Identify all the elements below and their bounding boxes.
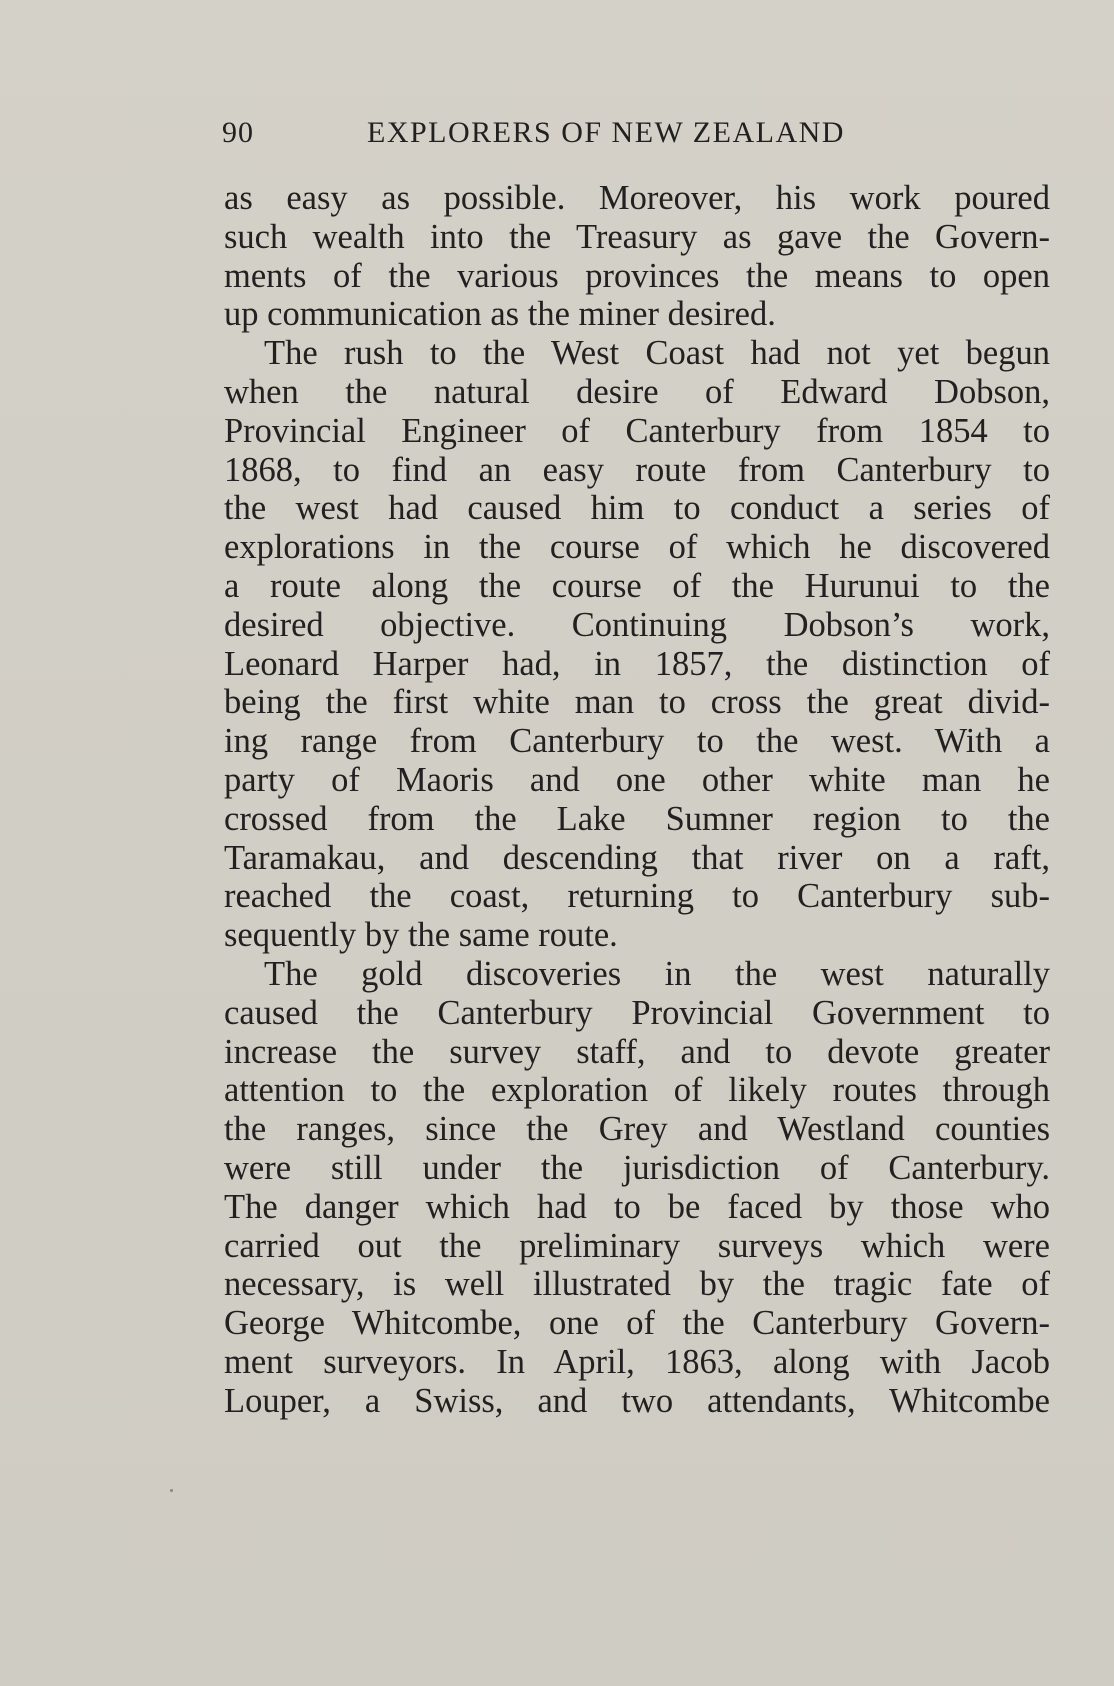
text-line: Louper, a Swiss, and two attendants, Whitcombe [224,1381,1050,1420]
paper-speck [170,1489,173,1492]
text-line: a route along the course of the Hurunui to the [224,566,1050,605]
text-line: carried out the preliminary surveys which were [224,1226,1050,1265]
text-line: The danger which had to be faced by those who [224,1187,1050,1226]
text-line: explorations in the course of which he discovered [224,528,1050,567]
text-line: being the first white man to cross the great divid- [224,683,1050,722]
page-number: 90 [222,116,254,149]
text-line: ments of the various provinces the means to open [224,256,1050,295]
text-line: increase the survey staff, and to devote greater [224,1032,1050,1071]
text-line: the west had caused him to conduct a series of [224,489,1050,528]
text-line: 1868, to find an easy route from Canterbury to [224,450,1050,489]
text-line: ing range from Canterbury to the west. With a [224,722,1050,761]
text-line: Leonard Harper had, in 1857, the distinction of [224,644,1050,683]
text-line: desired objective. Continuing Dobson’s work, [224,605,1050,644]
running-title: EXPLORERS OF NEW ZEALAND [367,116,845,149]
paragraph-start-line: The gold discoveries in the west naturally [264,954,1050,993]
text-line: George Whitcombe, one of the Canterbury Govern- [224,1304,1050,1343]
paragraph-start-line: The rush to the West Coast had not yet begun [264,334,1050,373]
text-line: necessary, is well illustrated by the tragic fate of [224,1265,1050,1304]
running-head [222,112,900,156]
text-line: reached the coast, returning to Canterbury sub- [224,877,1050,916]
text-line: as easy as possible. Moreover, his work poured [224,179,1050,217]
text-line: caused the Canterbury Provincial Government to [224,993,1050,1032]
text-line: up communication as the miner desired. [224,295,776,334]
text-line: the ranges, since the Grey and Westland counties [224,1110,1050,1149]
text-line: ment surveyors. In April, 1863, along with Jacob [224,1342,1050,1381]
text-line: Provincial Engineer of Canterbury from 1854 to [224,411,1050,450]
text-line: Taramakau, and descending that river on a raft, [224,838,1050,877]
text-line: were still under the jurisdiction of Canterbury. [224,1148,1050,1187]
text-line: such wealth into the Treasury as gave the Govern- [224,217,1050,256]
text-line: when the natural desire of Edward Dobson, [224,372,1050,411]
text-line: sequently by the same route. [224,916,618,955]
text-line: party of Maoris and one other white man he [224,760,1050,799]
text-line: crossed from the Lake Sumner region to the [224,799,1050,838]
text-line: attention to the exploration of likely routes through [224,1071,1050,1110]
body-text [224,179,1050,1421]
